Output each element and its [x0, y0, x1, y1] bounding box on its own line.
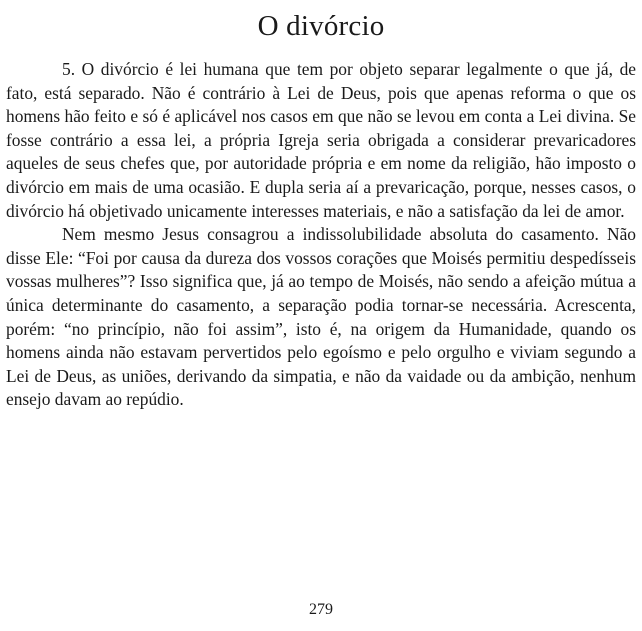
- paragraph-1: 5. O divórcio é lei humana que tem por objeto separar legalmente o que já, de fato, está separado. Não é contrário à Lei de Deus, pois que apenas reforma o que os homens hão feito e só é aplicável nos casos em que não se levou em conta a Lei divina. Se fosse contrário a essa lei, a própria Igreja seria obrigada a considerar prevaricadores aqueles de seus chefes que, por autoridade própria e em nome da religião, hão imposto o divórcio em mais de uma ocasião. E dupla seria aí a prevaricação, porque, nesses casos, o divórcio há objetivado unicamente interesses materiais, e não a satisfação da lei de amor.: [6, 59, 636, 221]
- page-number: 279: [309, 601, 333, 618]
- paragraph-2: Nem mesmo Jesus consagrou a indissolubilidade absoluta do casamento. Não disse Ele: “Foi por causa da dureza dos vossos corações que Moisés permitiu despedísseis vossas mulheres”? Isso significa que, já ao tempo de Moisés, não sendo a afeição mútua a única determinante do casamento, a separação podia tornar-se necessária. Acrescenta, porém: “no princípio, não foi assim”, isto é, na origem da Humanidade, quando os homens ainda não estavam pervertidos pelo egoísmo e pelo orgulho e viviam segundo a Lei de Deus, as uniões, derivando da simpatia, e não da vaidade ou da ambição, nenhum ensejo davam ao repúdio.: [6, 224, 636, 410]
- chapter-title: O divórcio: [257, 10, 385, 42]
- body-text: [6, 58, 636, 412]
